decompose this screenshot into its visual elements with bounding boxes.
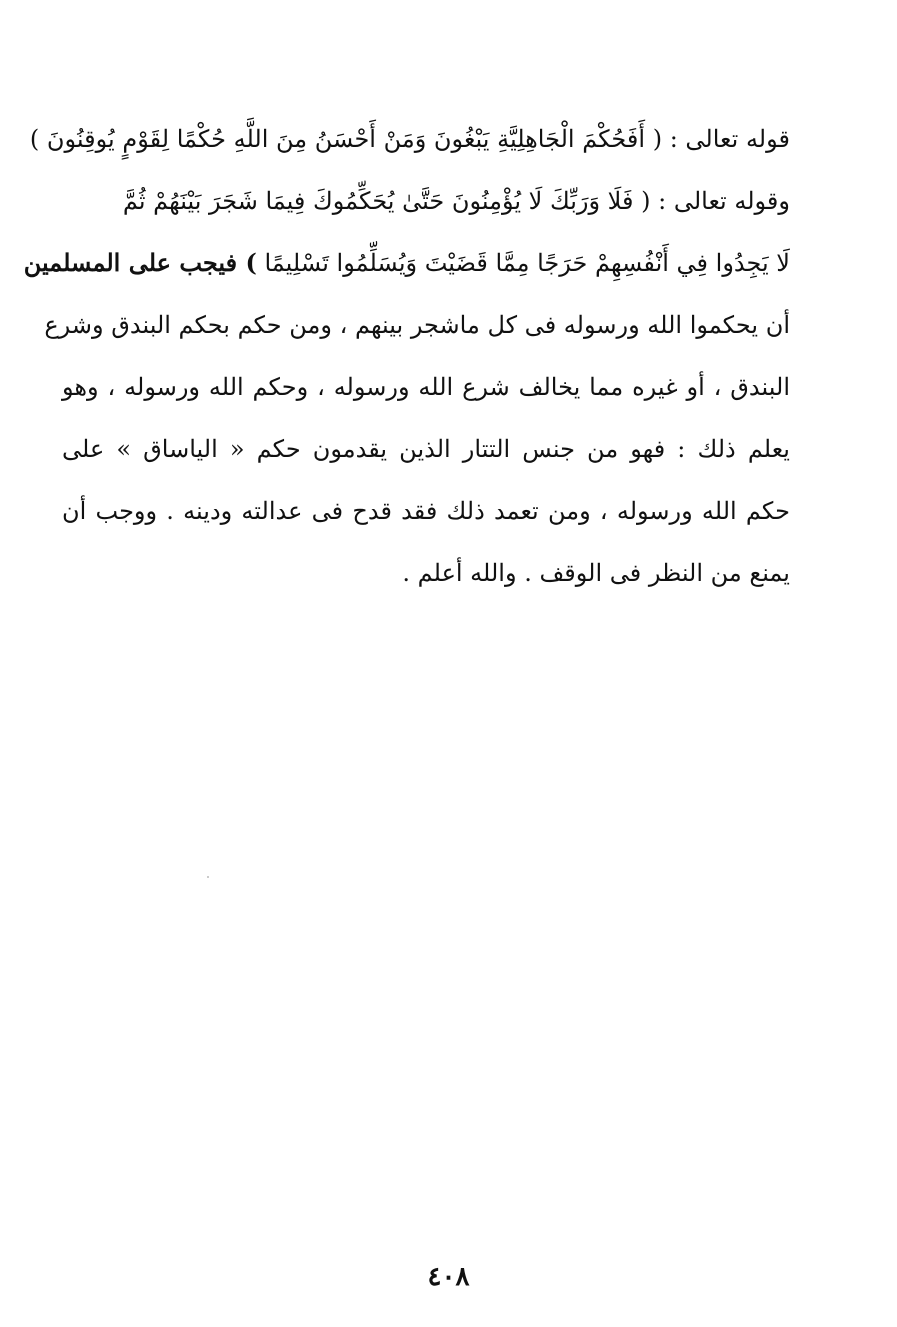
text-line-8: يمنع من النظر فى الوقف . والله أعلم .	[402, 559, 790, 587]
text-line-5: البندق ، أو غيره مما يخالف شرع الله ورسوله ، وحكم الله ورسوله ، وهو	[62, 373, 790, 401]
verse-intro-1: قوله تعالى : (	[652, 125, 790, 153]
text-line-4: أن يحكموا الله ورسوله فى كل ماشجر بينهم ، ومن حكم بحكم البندق وشرع	[44, 311, 790, 339]
text-line-2	[62, 170, 790, 232]
verse-intro-2: وقوله تعالى : (	[641, 187, 790, 215]
text-line-6: يعلم ذلك : فهو من جنس التتار الذين يقدمون حكم « الياساق » على	[62, 435, 790, 463]
quran-verse-2-continued: لَا يَجِدُوا فِي أَنْفُسِهِمْ حَرَجًا مِمَّا قَضَيْتَ وَيُسَلِّمُوا تَسْلِيمًا	[264, 249, 790, 277]
text-line-1	[29, 108, 790, 170]
body-text	[23, 108, 790, 604]
text-line-3	[23, 232, 790, 294]
text-line-7: حكم الله ورسوله ، ومن تعمد ذلك فقد قدح فى عدالته ودينه . ووجب أن	[62, 497, 790, 525]
page-number: ٤٠٨	[427, 1262, 470, 1292]
quran-verse-2: فَلَا وَرَبِّكَ لَا يُؤْمِنُونَ حَتَّىٰ يُحَكِّمُوكَ فِيمَا شَجَرَ بَيْنَهُمْ ثُمَّ	[122, 187, 634, 215]
verse-close-1: )	[29, 125, 40, 153]
quran-verse-1: أَفَحُكْمَ الْجَاهِلِيَّةِ يَبْغُونَ وَمَنْ أَحْسَنُ مِنَ اللَّهِ حُكْمًا لِقَوْمٍ يُوقِنُونَ	[46, 125, 646, 153]
scan-speck	[207, 876, 209, 878]
ruling-start: ) فيجب على المسلمين	[23, 248, 257, 277]
